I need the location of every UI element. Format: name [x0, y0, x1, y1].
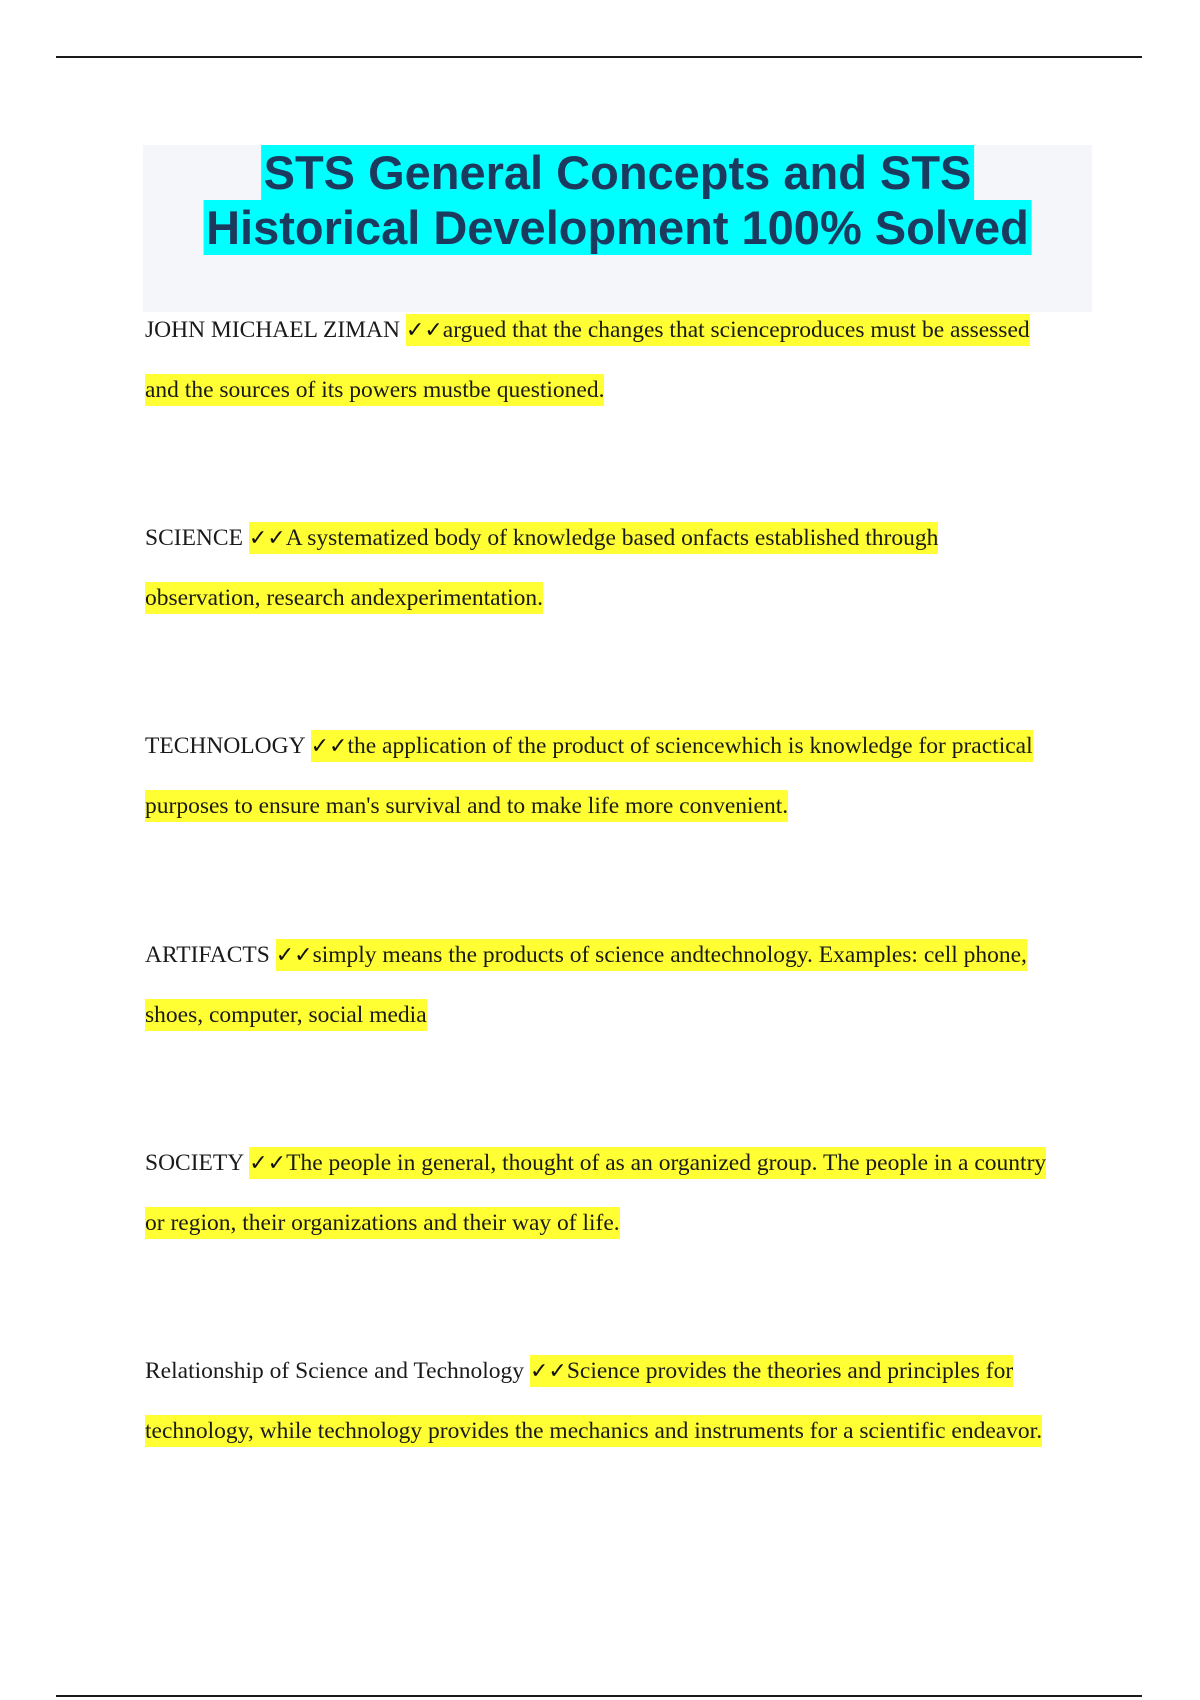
entry-answer-continued: or region, their organizations and their way of life.	[145, 1207, 620, 1239]
entry-artifacts	[145, 925, 1145, 1045]
entry-answer-continued: technology, while technology provides the mechanics and instruments for a scientific endeavor.	[145, 1415, 1042, 1447]
entry-ziman	[145, 300, 1145, 420]
entry-line-2	[145, 1401, 1145, 1461]
checkmark-icon: ✓✓	[529, 1359, 567, 1384]
entry-answer: argued that the changes that scienceproduces must be assessed	[442, 317, 1030, 343]
entry-line-1	[145, 1133, 1145, 1193]
entry-line-1	[145, 925, 1145, 985]
entry-science	[145, 508, 1145, 628]
entry-answer: The people in general, thought of as an organized group. The people in a country	[286, 1150, 1047, 1176]
entry-term: SCIENCE	[145, 525, 243, 551]
entry-answer-continued: observation, research andexperimentation.	[145, 582, 543, 614]
document-title-line-1: STS General Concepts and STS	[261, 145, 975, 200]
entry-answer-continued: and the sources of its powers mustbe questioned.	[145, 374, 604, 406]
checkmark-icon: ✓✓	[249, 1151, 287, 1176]
entry-line-2	[145, 360, 1145, 420]
entry-term: TECHNOLOGY	[145, 733, 305, 759]
checkmark-icon: ✓✓	[248, 526, 286, 551]
entry-term: Relationship of Science and Technology	[145, 1358, 525, 1384]
title-block	[143, 145, 1092, 312]
checkmark-icon: ✓✓	[405, 318, 443, 343]
entry-technology	[145, 716, 1145, 836]
entry-line-1	[145, 716, 1145, 776]
entry-term: ARTIFACTS	[145, 942, 270, 968]
entry-answer-continued: purposes to ensure man's survival and to make life more convenient.	[145, 790, 788, 822]
checkmark-icon: ✓✓	[275, 943, 313, 968]
entry-line-2	[145, 776, 1145, 836]
entry-answer: Science provides the theories and principles for	[566, 1358, 1014, 1384]
entry-term: JOHN MICHAEL ZIMAN	[145, 317, 401, 343]
entry-line-1	[145, 508, 1145, 568]
document-title-line-2: Historical Development 100% Solved	[203, 200, 1032, 255]
entry-line-1	[145, 1341, 1145, 1401]
top-rule	[56, 56, 1142, 58]
entry-line-2	[145, 985, 1145, 1045]
entry-answer-continued: shoes, computer, social media	[145, 999, 427, 1031]
checkmark-icon: ✓✓	[310, 734, 348, 759]
entry-answer: the application of the product of sciencewhich is knowledge for practical	[347, 733, 1033, 759]
entry-society	[145, 1133, 1145, 1253]
entry-line-2	[145, 568, 1145, 628]
entry-line-2	[145, 1193, 1145, 1253]
bottom-rule	[56, 1695, 1142, 1697]
entry-term: SOCIETY	[145, 1150, 244, 1176]
entry-answer: simply means the products of science andtechnology. Examples: cell phone,	[312, 942, 1027, 968]
entry-line-1	[145, 300, 1145, 360]
entry-relationship	[145, 1341, 1145, 1461]
entry-answer: A systematized body of knowledge based onfacts established through	[285, 525, 939, 551]
